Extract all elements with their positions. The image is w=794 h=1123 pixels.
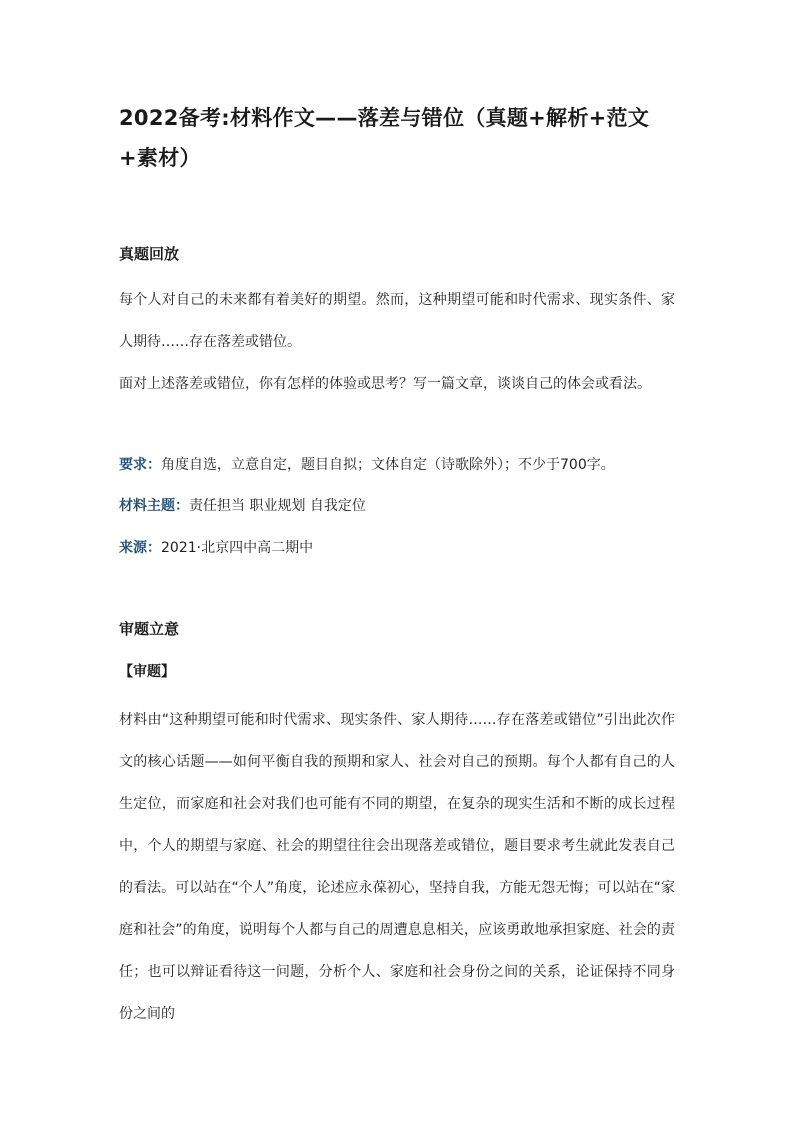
theme-text: 责任担当 职业规划 自我定位: [189, 498, 366, 514]
zhenti-paragraph-1: 每个人对自己的未来都有着美好的期望。然而，这种期望可能和时代需求、现实条件、家人期待……存在落差或错位。: [119, 292, 675, 350]
source-line: [119, 538, 679, 558]
requirement-line: [119, 455, 679, 475]
theme-label: 材料主题：: [119, 498, 189, 514]
document-title: 2022备考:材料作文——落差与错位（真题+解析+范文+素材）: [119, 106, 650, 170]
section-heading-shenti: 审题立意: [119, 620, 180, 638]
requirement-label: 要求：: [119, 457, 161, 473]
source-label: 来源：: [119, 540, 161, 556]
zhenti-paragraph-2: 面对上述落差或错位，你有怎样的体验或思考？写一篇文章，谈谈自己的体会或看法。: [119, 376, 651, 392]
shenti-body-paragraph: 材料由“这种期望可能和时代需求、现实条件、家人期待……存在落差或错位”引出此次作文的核心话题——如何平衡自我的预期和家人、社会对自己的预期。每个人都有自己的人生定位，而家庭和社会对我们也可能有不同的期望，在复杂的现实生活和不断的成长过程中，个人的期望与家庭、社会的期望往往会出现落差或错位，题目要求考生就此发表自己的看法。可以站在“个人”角度，论述应永葆初心，坚持自我，方能无怨无悔；可以站在“家庭和社会”的角度，说明每个人都与自己的周遭息息相关，应该勇敢地承担家庭、社会的责任；也可以辩证看待这一问题，分析个人、家庭和社会身份之间的关系，论证保持不同身份之间的: [119, 712, 675, 1022]
section-heading-zhenti: 真题回放: [119, 245, 180, 263]
source-text: 2021·北京四中高二期中: [161, 540, 314, 556]
theme-line: [119, 496, 679, 516]
sub-heading-shenti: 【审题】: [119, 664, 175, 680]
requirement-text: 角度自选，立意自定，题目自拟；文体自定（诗歌除外）；不少于700字。: [161, 457, 615, 473]
